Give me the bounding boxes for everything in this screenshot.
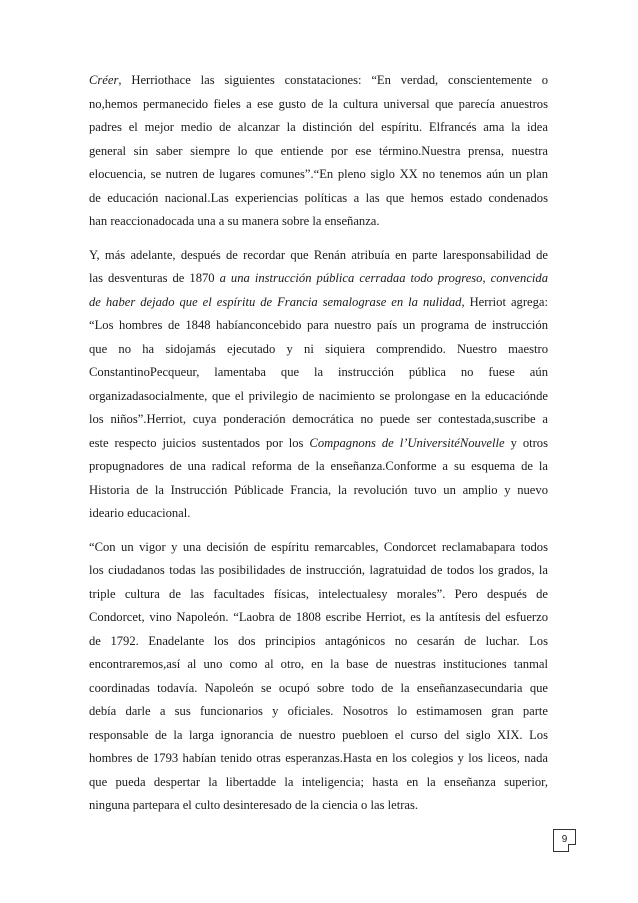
paragraph: [89, 244, 548, 526]
text-run: y otros: [504, 435, 549, 450]
text-line: [89, 408, 548, 432]
text-run: que no ha sidojamás ejecutado y ni siquiera comprendido. Nuestro maestro: [89, 341, 548, 356]
text-line: [89, 93, 548, 117]
text-run: los ciudadanos todas las posibilidades de instrucción, lagratuidad de todos los grados, la: [89, 563, 548, 577]
text-line: [89, 479, 548, 503]
text-run: las desventuras de 1870: [89, 271, 220, 285]
text-run: , Herriothace las siguientes constataciones: “En verdad, conscientemente o: [118, 73, 548, 87]
text-run: han reaccionadocada una a su manera sobre la enseñanza.: [89, 214, 380, 228]
text-run: debía darle a sus funcionarios y oficiales. Nosotros lo estimamosen gran parte: [89, 704, 548, 718]
italic-text: a una instrucción pública cerradaa todo progreso, convencida: [219, 271, 548, 285]
italic-text: Créer: [89, 73, 119, 87]
text-run: general sin saber siempre lo que entiende por ese término.Nuestra prensa, nuestra: [89, 143, 548, 158]
text-run: padres el mejor medio de alcanzar la distinción del espíritu. Elfrancés ama la idea: [89, 120, 548, 134]
text-line: [89, 187, 548, 211]
text-line: [89, 606, 548, 630]
text-run: coordinadas todavía. Napoleón se ocupó sobre todo de la enseñanzasecundaria que: [89, 680, 548, 695]
text-run: responsable de la larga ignorancia de nuestro puebloen el curso del siglo XIX. Los: [89, 727, 548, 742]
text-line: [89, 338, 548, 362]
text-line: [89, 163, 548, 187]
text-run: “Los hombres de 1848 habíanconcebido para nuestro país un programa de instrucción: [89, 318, 548, 332]
italic-text: de haber dejado que el espíritu de Francia semalograse en la nulidad: [89, 294, 462, 309]
text-line: [89, 69, 548, 93]
text-line: [89, 630, 548, 654]
text-line: [89, 361, 548, 385]
text-run: de educación nacional.Las experiencias políticas a las que hemos estado condenados: [89, 190, 548, 205]
text-run: , Herriot agrega:: [461, 294, 548, 309]
text-line: [89, 385, 548, 409]
text-run: hombres de 1793 habían tenido otras esperanzas.Hasta en los colegios y los liceos, nada: [89, 751, 548, 765]
text-line: [89, 536, 548, 560]
text-run: de 1792. Enadelante los dos principios antagónicos no cesarán de luchar. Los: [89, 633, 548, 648]
text-line: [89, 267, 548, 291]
text-line: [89, 583, 548, 607]
text-line: [89, 140, 548, 164]
text-run: “Con un vigor y una decisión de espíritu remarcables, Condorcet reclamabapara todos: [89, 539, 548, 554]
text-run: este respecto juicios sustentados por los: [89, 435, 310, 450]
text-line: [89, 771, 548, 795]
paragraph: [89, 536, 548, 818]
text-line: [89, 559, 548, 583]
text-line: [89, 455, 548, 479]
text-run: Y, más adelante, después de recordar que Renán atribuía en parte laresponsabilidad de: [89, 247, 548, 262]
text-run: los niños”.Herriot, cuya ponderación democrática no puede ser contestada,suscribe a: [89, 412, 548, 426]
page-number: 9: [561, 834, 568, 845]
text-run: elocuencia, se nutren de lugares comunes”.“En pleno siglo XX no tenemos aún un plan: [89, 167, 548, 181]
text-run: organizadasocialmente, que el privilegio de nacimiento se prolongase en la educaciónde: [89, 388, 548, 403]
text-line: [89, 653, 548, 677]
text-line: [89, 700, 548, 724]
text-run: propugnadores de una radical reforma de la enseñanza.Conforme a su esquema de la: [89, 459, 548, 473]
text-run: Condorcet, vino Napoleón. “Laobra de 1808 escribe Herriot, es la antítesis del esfuerzo: [89, 610, 548, 624]
text-line: [89, 244, 548, 268]
text-run: ConstantinoPecqueur, lamentaba que la instrucción pública no fuese aún: [89, 365, 548, 379]
text-run: ideario educacional.: [89, 506, 191, 520]
text-line: [89, 291, 548, 315]
text-run: que pueda despertar la libertadde la inteligencia; hasta en la enseñanza superior,: [89, 774, 548, 789]
text-run: Historia de la Instrucción Públicade Francia, la revolución tuvo un amplio y nuevo: [89, 482, 548, 497]
text-line: [89, 210, 548, 234]
page-corner-fold: [568, 844, 576, 852]
text-line: [89, 794, 548, 818]
text-line: [89, 747, 548, 771]
text-run: encontraremos,así al uno como al otro, en la base de nuestras instituciones tanmal: [89, 657, 548, 671]
body-text: [89, 69, 548, 828]
paragraph: [89, 69, 548, 234]
text-line: [89, 432, 548, 456]
text-run: triple cultura de las facultades físicas, intelectualesy morales”. Pero después de: [89, 586, 548, 601]
text-line: [89, 116, 548, 140]
page-number-box: [553, 829, 576, 852]
text-run: no,hemos permanecido fieles a ese gusto de la cultura universal que parecía anuestros: [89, 96, 548, 111]
italic-text: Compagnons de l’UniversitéNouvelle: [309, 435, 505, 450]
text-line: [89, 724, 548, 748]
text-run: ninguna partepara el culto desinteresado de la ciencia o las letras.: [89, 798, 419, 812]
text-line: [89, 314, 548, 338]
text-line: [89, 502, 548, 526]
text-line: [89, 677, 548, 701]
